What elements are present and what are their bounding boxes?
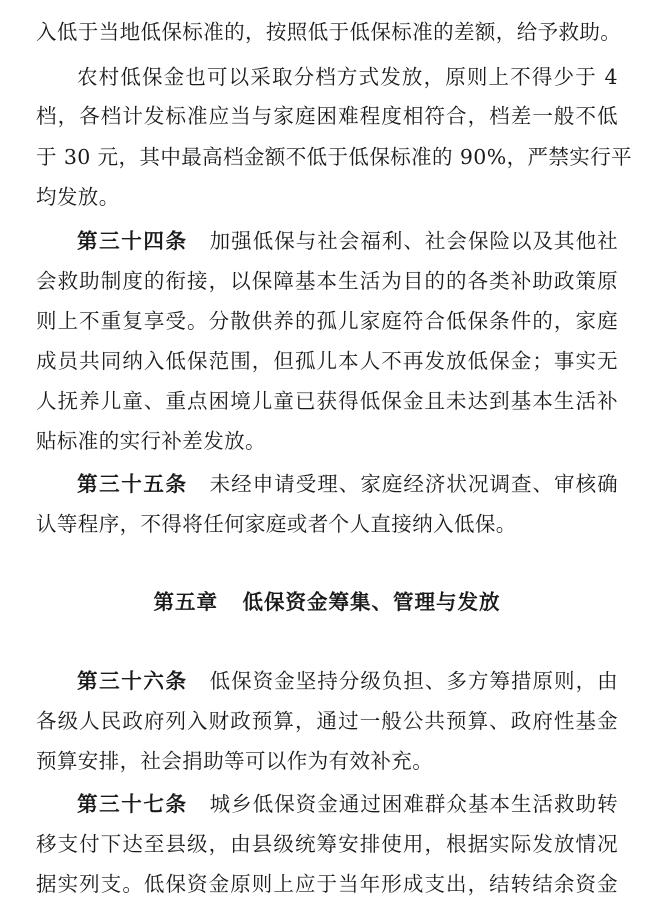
article-36-first-line (36, 666, 618, 696)
text-line: 贴标准的实行补差发放。 (36, 429, 266, 453)
article-number: 第三十七条 (77, 792, 188, 816)
article-number: 第三十六条 (77, 669, 188, 693)
text-line: 均发放。 (36, 185, 120, 209)
article-34-first-line (36, 226, 618, 256)
text-line: 人抚养儿童、重点困境儿童已获得低保金且未达到基本生活补 (36, 389, 618, 413)
text-line: 预算安排，社会捐助等可以作为有效补充。 (36, 749, 434, 773)
text-line: 成员共同纳入低保范围，但孤儿本人不再发放低保金；事实无 (36, 349, 618, 373)
article-number: 第三十五条 (77, 472, 188, 496)
article-number: 第三十四条 (77, 229, 188, 253)
text-line: 农村低保金也可以采取分档方式发放，原则上不得少于 4 (77, 65, 618, 89)
text-line: 认等程序，不得将任何家庭或者个人直接纳入低保。 (36, 512, 517, 536)
text-line: 移支付下达至县级，由县级统筹安排使用，根据实际发放情况 (36, 832, 618, 856)
text-line: 城乡低保资金通过困难群众基本生活救助转 (209, 792, 619, 816)
text-line: 则上不重复享受。分散供养的孤儿家庭符合低保条件的，家庭 (36, 309, 618, 333)
article-37-first-line (36, 789, 618, 819)
text-line: 据实列支。低保资金原则上应于当年形成支出，结转结余资金 (36, 872, 618, 896)
text-line: 未经申请受理、家庭经济状况调查、审核确 (209, 472, 619, 496)
text-line: 档，各档计发标准应当与家庭困难程度相符合，档差一般不低 (36, 104, 618, 128)
text-line: 会救助制度的衔接，以保障基本生活为目的的各类补助政策原 (36, 269, 618, 293)
chapter-heading: 第五章 低保资金筹集、管理与发放 (153, 590, 501, 614)
text-line: 入低于当地低保标准的，按照低于低保标准的差额，给予救助。 (36, 20, 622, 44)
text-line: 各级人民政府列入财政预算，通过一般公共预算、政府性基金 (36, 709, 618, 733)
text-line: 于 30 元，其中最高档金额不低于低保标准的 90%，严禁实行平 (36, 145, 632, 169)
text-line: 加强低保与社会福利、社会保险以及其他社 (209, 229, 619, 253)
article-35-first-line (36, 469, 618, 499)
text-line: 低保资金坚持分级负担、多方筹措原则，由 (209, 669, 619, 693)
